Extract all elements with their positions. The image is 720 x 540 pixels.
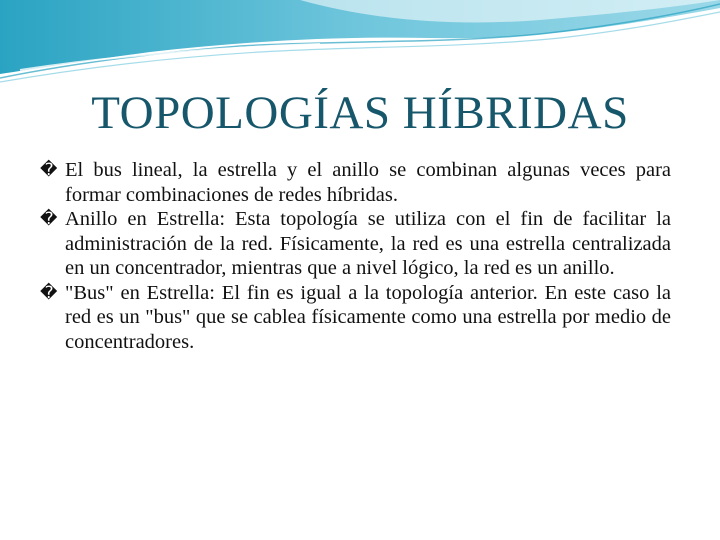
bullet-glyph-icon: � — [40, 282, 58, 303]
bullet-glyph-icon: � — [40, 160, 58, 180]
slide-body — [40, 158, 671, 354]
paragraph-text: Anillo en Estrella: Esta topología se utiliza con el fin de facilitar la administración de la red. Físicamente, la red es una estrella centralizada en un concentrador, mientras que a nivel lógico, la red es un anillo. — [65, 208, 671, 279]
paragraph-text: "Bus" en Estrella: El fin es igual a la topología anterior. En este caso la red es un "bus" que se cablea físicamente como una estrella por medio de concentradores. — [65, 281, 671, 353]
bullet-paragraph-3 — [40, 281, 671, 355]
header-wave-decoration — [0, 0, 720, 90]
bullet-paragraph-1 — [40, 158, 671, 207]
paragraph-text: El bus lineal, la estrella y el anillo se combinan algunas veces para formar combinaciones de redes híbridas. — [65, 159, 671, 206]
bullet-glyph-icon: � — [40, 209, 58, 229]
bullet-paragraph-2 — [40, 207, 671, 281]
slide-title: TOPOLOGÍAS HÍBRIDAS — [91, 87, 629, 139]
